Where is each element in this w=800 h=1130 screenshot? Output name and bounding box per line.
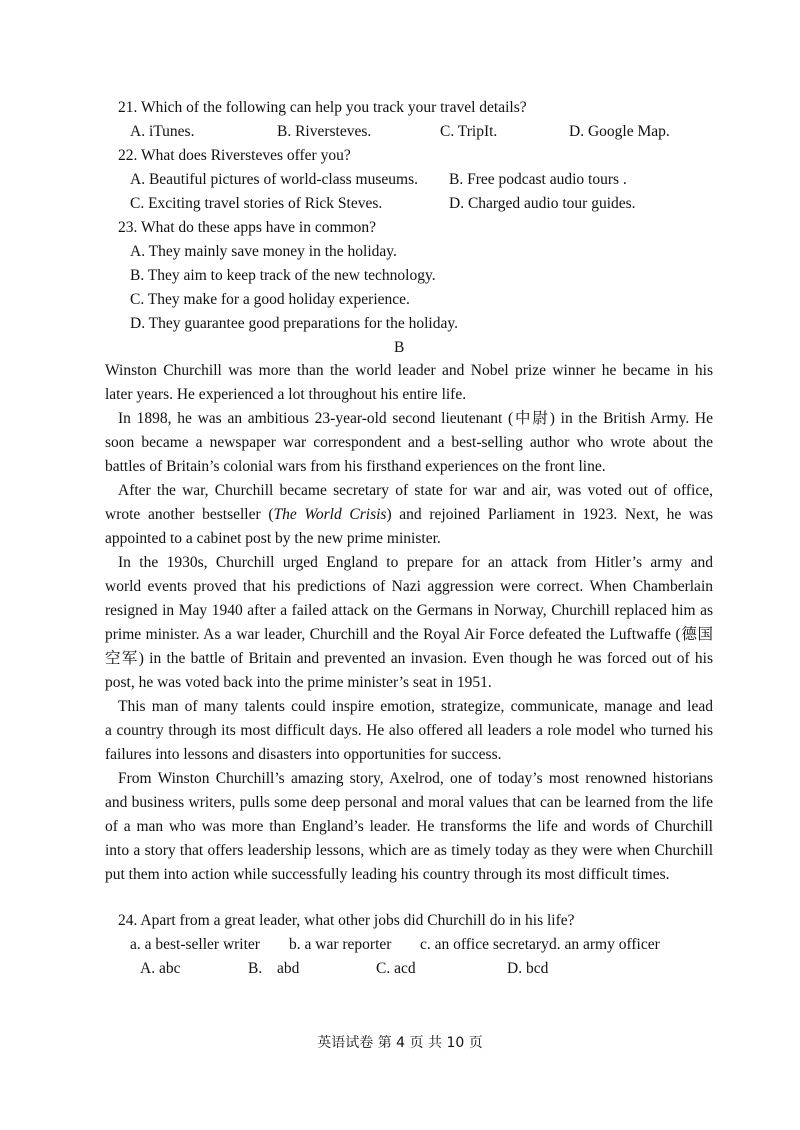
q22-option-d: D. Charged audio tour guides.	[449, 195, 636, 212]
passage-line: prime minister. As a war leader, Churchill and the Royal Air Force defeated the Luftwaffe (德国	[105, 626, 713, 643]
passage-line: later years. He experienced a lot throughout his entire life.	[105, 386, 467, 403]
passage-line: From Winston Churchill’s amazing story, Axelrod, one of today’s most renowned historians	[118, 770, 713, 787]
q22-option-c: C. Exciting travel stories of Rick Steves.	[130, 195, 383, 212]
q24-option-b-value: abd	[277, 960, 300, 977]
q23-option-b: B. They aim to keep track of the new technology.	[130, 267, 436, 284]
passage-line: world events proved that his predictions of Nazi aggression were correct. When Chamberlain	[105, 578, 713, 595]
question-24-stem: 24. Apart from a great leader, what other jobs did Churchill do in his life?	[118, 912, 575, 929]
passage-line: Winston Churchill was more than the world leader and Nobel prize winner he became in his	[105, 362, 713, 379]
q21-option-d: D. Google Map.	[569, 123, 670, 140]
passage-line: failures into lessons and disasters into opportunities for success.	[105, 746, 502, 763]
passage-line: In the 1930s, Churchill urged England to prepare for an attack from Hitler’s army and	[118, 554, 713, 571]
passage-line: This man of many talents could inspire emotion, strategize, communicate, manage and lead	[118, 698, 713, 715]
passage-line: put them into action while successfully leading his country through its most difficult times.	[105, 866, 670, 883]
passage-line: resigned in May 1940 after a failed attack on the Germans in Norway, Churchill replaced him as	[105, 602, 713, 619]
question-22-stem: 22. What does Riversteves offer you?	[118, 147, 351, 164]
passage-line: into a story that offers leadership lessons, which are as timely today as they were when Churchill	[105, 842, 713, 859]
passage-line: post, he was voted back into the prime minister’s seat in 1951.	[105, 674, 492, 691]
q24-item-c: c. an office secretary	[420, 936, 549, 953]
q23-option-a: A. They mainly save money in the holiday.	[130, 243, 397, 260]
q24-option-a: A. abc	[140, 960, 181, 977]
passage-line	[105, 505, 713, 525]
q23-option-d: D. They guarantee good preparations for the holiday.	[130, 315, 458, 332]
passage-text: ) and rejoined Parliament in 1923. Next, he was	[386, 506, 713, 523]
q21-option-a: A. iTunes.	[130, 123, 195, 140]
q22-option-b: B. Free podcast audio tours .	[449, 171, 627, 188]
passage-line: 空军) in the battle of Britain and prevented an invasion. Even though he was forced out of his	[105, 650, 713, 667]
q24-item-d: d. an army officer	[549, 936, 660, 953]
q24-item-b: b. a war reporter	[289, 936, 392, 953]
q21-option-b: B. Riversteves.	[277, 123, 372, 140]
q21-option-c: C. TripIt.	[440, 123, 498, 140]
page-footer: 英语试卷 第 4 页 共 10 页	[317, 1035, 483, 1051]
q22-option-a: A. Beautiful pictures of world-class museums.	[130, 171, 418, 188]
passage-line: and business writers, pulls some deep personal and moral values that can be learned from the life	[105, 794, 713, 811]
passage-line: battles of Britain’s colonial wars from his firsthand experiences on the front line.	[105, 458, 606, 475]
book-title: The World Crisis	[273, 506, 387, 523]
passage-line: a country through its most difficult days. He also offered all leaders a role model who turned his	[105, 722, 713, 739]
q24-option-d: D. bcd	[507, 960, 549, 977]
passage-line: After the war, Churchill became secretary of state for war and air, was voted out of office,	[118, 482, 713, 499]
q24-option-b-label: B.	[248, 960, 263, 977]
q24-item-a: a. a best-seller writer	[130, 936, 260, 953]
passage-line: of a man who was more than England’s leader. He transforms the life and words of Churchill	[105, 818, 713, 835]
passage-line: appointed to a cabinet post by the new prime minister.	[105, 530, 441, 547]
passage-line: soon became a newspaper war correspondent and a best-selling author who wrote about the	[105, 434, 713, 451]
passage-text: wrote another bestseller (	[105, 506, 274, 523]
q23-option-c: C. They make for a good holiday experience.	[130, 291, 410, 308]
question-21-stem: 21. Which of the following can help you track your travel details?	[118, 99, 527, 116]
question-23-stem: 23. What do these apps have in common?	[118, 219, 376, 236]
passage-line: In 1898, he was an ambitious 23-year-old second lieutenant (中尉) in the British Army. He	[118, 410, 713, 427]
q24-option-c: C. acd	[376, 960, 416, 977]
section-label: B	[394, 339, 405, 356]
